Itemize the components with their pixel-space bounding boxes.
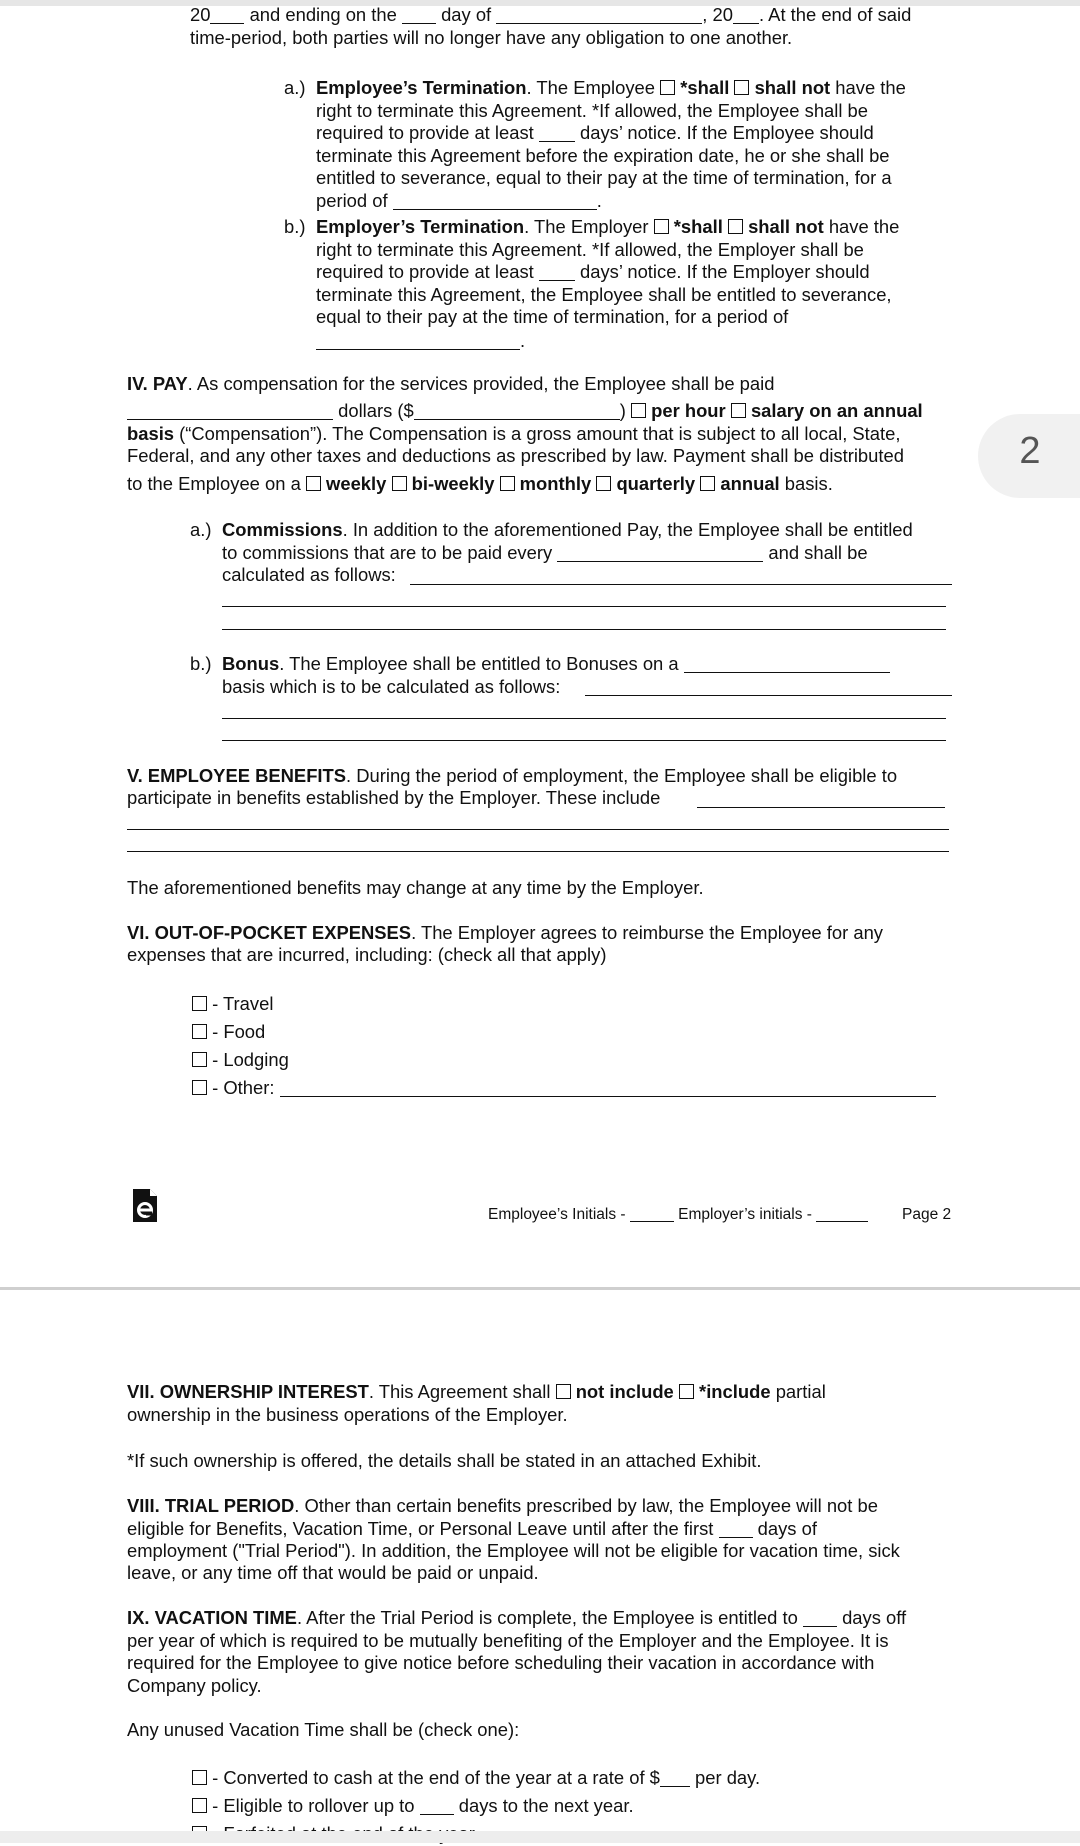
biweekly-checkbox[interactable] xyxy=(392,476,407,491)
page-break xyxy=(0,1287,1080,1290)
benefits-line-1: V. EMPLOYEE BENEFITS. During the period of employment, the Employee shall be eligible to xyxy=(127,765,898,786)
commissions-label: a.) xyxy=(190,519,212,540)
trial-line-4: leave, or any time off that would be paid or unpaid. xyxy=(127,1562,539,1583)
vacation-option-cash: - Converted to cash at the end of the year at a rate of $ per day. xyxy=(192,1767,760,1790)
er-shall-not-checkbox[interactable] xyxy=(728,219,743,234)
vacation-line-2: per year of which is required to be mutually benefiting of the Employer and the Employee. It is xyxy=(127,1630,889,1651)
lodging-checkbox[interactable] xyxy=(192,1052,207,1067)
page-number-badge: 2 xyxy=(978,414,1080,498)
trial-days-blank[interactable] xyxy=(719,1519,753,1538)
bonus-basis-blank[interactable] xyxy=(684,654,890,673)
emp-term-line-3: required to provide at least days’ notice. If the Employee should xyxy=(316,122,874,143)
travel-checkbox[interactable] xyxy=(192,996,207,1011)
er-term-line-6: . xyxy=(316,330,525,353)
salary-checkbox[interactable] xyxy=(731,403,746,418)
monthly-checkbox[interactable] xyxy=(500,476,515,491)
per-hour-checkbox[interactable] xyxy=(631,403,646,418)
employee-initials-blank[interactable] xyxy=(630,1207,674,1222)
trial-line-2: eligible for Benefits, Vacation Time, or Personal Leave until after the first days of xyxy=(127,1518,817,1539)
benefits-blank-1[interactable] xyxy=(697,807,945,808)
rollover-days-blank[interactable] xyxy=(420,1796,454,1815)
commission-calc-blank-1[interactable] xyxy=(410,584,952,585)
expenses-line-1: VI. OUT-OF-POCKET EXPENSES. The Employer agrees to reimburse the Employee for any xyxy=(127,922,883,943)
ownership-line-2: ownership in the business operations of the Employer. xyxy=(127,1404,568,1425)
bonus-line-1: Bonus. The Employee shall be entitled to Bonuses on a xyxy=(222,653,890,676)
vacation-days-blank[interactable] xyxy=(803,1608,837,1627)
pay-line-1: IV. PAY. As compensation for the services provided, the Employee shall be paid xyxy=(127,373,775,394)
benefits-blank-3[interactable] xyxy=(127,851,949,852)
trial-line-3: employment ("Trial Period"). In addition, the Employee will not be eligible for vacation time, sick xyxy=(127,1540,900,1561)
er-term-line-4: terminate this Agreement, the Employee shall be entitled to severance, xyxy=(316,284,892,305)
pay-amount-blank[interactable] xyxy=(414,401,620,420)
er-term-line-1: Employer’s Termination. The Employer *shall shall not have the xyxy=(316,216,900,237)
year-blank-2[interactable] xyxy=(733,5,759,24)
vacation-line-4: Company policy. xyxy=(127,1675,262,1696)
commission-calc-blank-2[interactable] xyxy=(222,606,946,607)
er-term-line-3: required to provide at least days’ notice. If the Employer should xyxy=(316,261,870,282)
expense-food: - Food xyxy=(192,1021,265,1044)
expense-other: - Other: xyxy=(192,1077,936,1100)
benefits-line-2: participate in benefits established by the Employer. These include xyxy=(127,787,661,808)
cash-checkbox[interactable] xyxy=(192,1770,207,1785)
er-term-line-5: equal to their pay at the time of termination, for a period of xyxy=(316,306,789,327)
pay-amount-words-blank[interactable] xyxy=(127,401,333,420)
er-shall-checkbox[interactable] xyxy=(654,219,669,234)
year-blank[interactable] xyxy=(210,5,244,24)
other-checkbox[interactable] xyxy=(192,1080,207,1095)
not-include-checkbox[interactable] xyxy=(556,1384,571,1399)
vacation-line-3: required for the Employee to give notice before scheduling their vacation in accordance with xyxy=(127,1652,875,1673)
pay-line-3: basis (“Compensation”). The Compensation is a gross amount that is subject to all local, State, xyxy=(127,423,901,444)
er-severance-period-blank[interactable] xyxy=(316,331,520,350)
vacation-unused: Any unused Vacation Time shall be (check one): xyxy=(127,1719,520,1740)
trial-line-1: VIII. TRIAL PERIOD. Other than certain benefits prescribed by law, the Employee will not be xyxy=(127,1495,878,1516)
er-term-line-2: right to terminate this Agreement. *If allowed, the Employer shall be xyxy=(316,239,864,260)
term-line-2: time-period, both parties will no longer have any obligation to one another. xyxy=(190,27,793,48)
pay-line-2: dollars ($ ) per hour salary on an annual xyxy=(127,400,923,423)
commission-calc-blank-3[interactable] xyxy=(222,629,946,630)
commissions-line-3: calculated as follows: xyxy=(222,564,396,585)
emp-term-label: a.) xyxy=(284,77,306,98)
bonus-calc-blank-3[interactable] xyxy=(222,740,946,741)
bonus-calc-blank-2[interactable] xyxy=(222,718,946,719)
rollover-checkbox[interactable] xyxy=(192,1798,207,1813)
weekly-checkbox[interactable] xyxy=(306,476,321,491)
include-checkbox[interactable] xyxy=(679,1384,694,1399)
other-expense-blank[interactable] xyxy=(280,1078,936,1097)
emp-term-line-1: Employee’s Termination. The Employee *shall shall not have the xyxy=(316,77,906,98)
emp-shall-checkbox[interactable] xyxy=(660,80,675,95)
food-checkbox[interactable] xyxy=(192,1024,207,1039)
bonus-calc-blank-1[interactable] xyxy=(585,695,952,696)
emp-shall-not-checkbox[interactable] xyxy=(734,80,749,95)
pay-line-5: to the Employee on a weekly bi-weekly monthly quarterly annual basis. xyxy=(127,473,833,494)
month-blank[interactable] xyxy=(496,5,702,24)
benefits-note: The aforementioned benefits may change at any time by the Employer. xyxy=(127,877,704,898)
ownership-note: *If such ownership is offered, the details shall be stated in an attached Exhibit. xyxy=(127,1450,762,1471)
bonus-line-2: basis which is to be calculated as follows: xyxy=(222,676,561,697)
er-term-label: b.) xyxy=(284,216,306,237)
annual-checkbox[interactable] xyxy=(700,476,715,491)
commission-frequency-blank[interactable] xyxy=(557,543,763,562)
day-blank[interactable] xyxy=(402,5,436,24)
expenses-line-2: expenses that are incurred, including: (check all that apply) xyxy=(127,944,607,965)
expense-travel: - Travel xyxy=(192,993,273,1016)
emp-term-line-6: period of . xyxy=(316,190,602,211)
commissions-line-1: Commissions. In addition to the aforementioned Pay, the Employee shall be entitled xyxy=(222,519,913,540)
emp-term-line-4: terminate this Agreement before the expiration date, he or she shall be xyxy=(316,145,890,166)
footer-page-number: Page 2 xyxy=(902,1206,952,1223)
expense-lodging: - Lodging xyxy=(192,1049,289,1072)
emp-term-line-5: entitled to severance, equal to their pay at the time of termination, for a xyxy=(316,167,892,188)
bottom-divider xyxy=(0,1831,1080,1843)
commissions-line-2: to commissions that are to be paid every and shall be xyxy=(222,542,868,563)
emp-severance-period-blank[interactable] xyxy=(393,191,597,210)
pay-line-4: Federal, and any other taxes and deductions as prescribed by law. Payment shall be distributed xyxy=(127,445,904,466)
emp-term-line-2: right to terminate this Agreement. *If allowed, the Employee shall be xyxy=(316,100,869,121)
benefits-blank-2[interactable] xyxy=(127,829,949,830)
emp-notice-days-blank[interactable] xyxy=(539,123,575,142)
er-notice-days-blank[interactable] xyxy=(539,262,575,281)
employer-initials-blank[interactable] xyxy=(816,1207,868,1222)
quarterly-checkbox[interactable] xyxy=(596,476,611,491)
vacation-option-rollover: - Eligible to rollover up to days to the next year. xyxy=(192,1795,634,1818)
page-footer: Employee’s Initials - Employer’s initials - xyxy=(488,1206,868,1224)
logo-icon xyxy=(133,1189,157,1222)
cash-rate-blank[interactable] xyxy=(660,1768,690,1787)
vacation-line-1: IX. VACATION TIME. After the Trial Period is complete, the Employee is entitled to days off xyxy=(127,1607,907,1628)
bonus-label: b.) xyxy=(190,653,212,674)
term-line-1: 20 and ending on the day of , 20 . At the end of said xyxy=(190,4,912,25)
ownership-line-1: VII. OWNERSHIP INTEREST. This Agreement shall not include *include partial xyxy=(127,1381,826,1402)
